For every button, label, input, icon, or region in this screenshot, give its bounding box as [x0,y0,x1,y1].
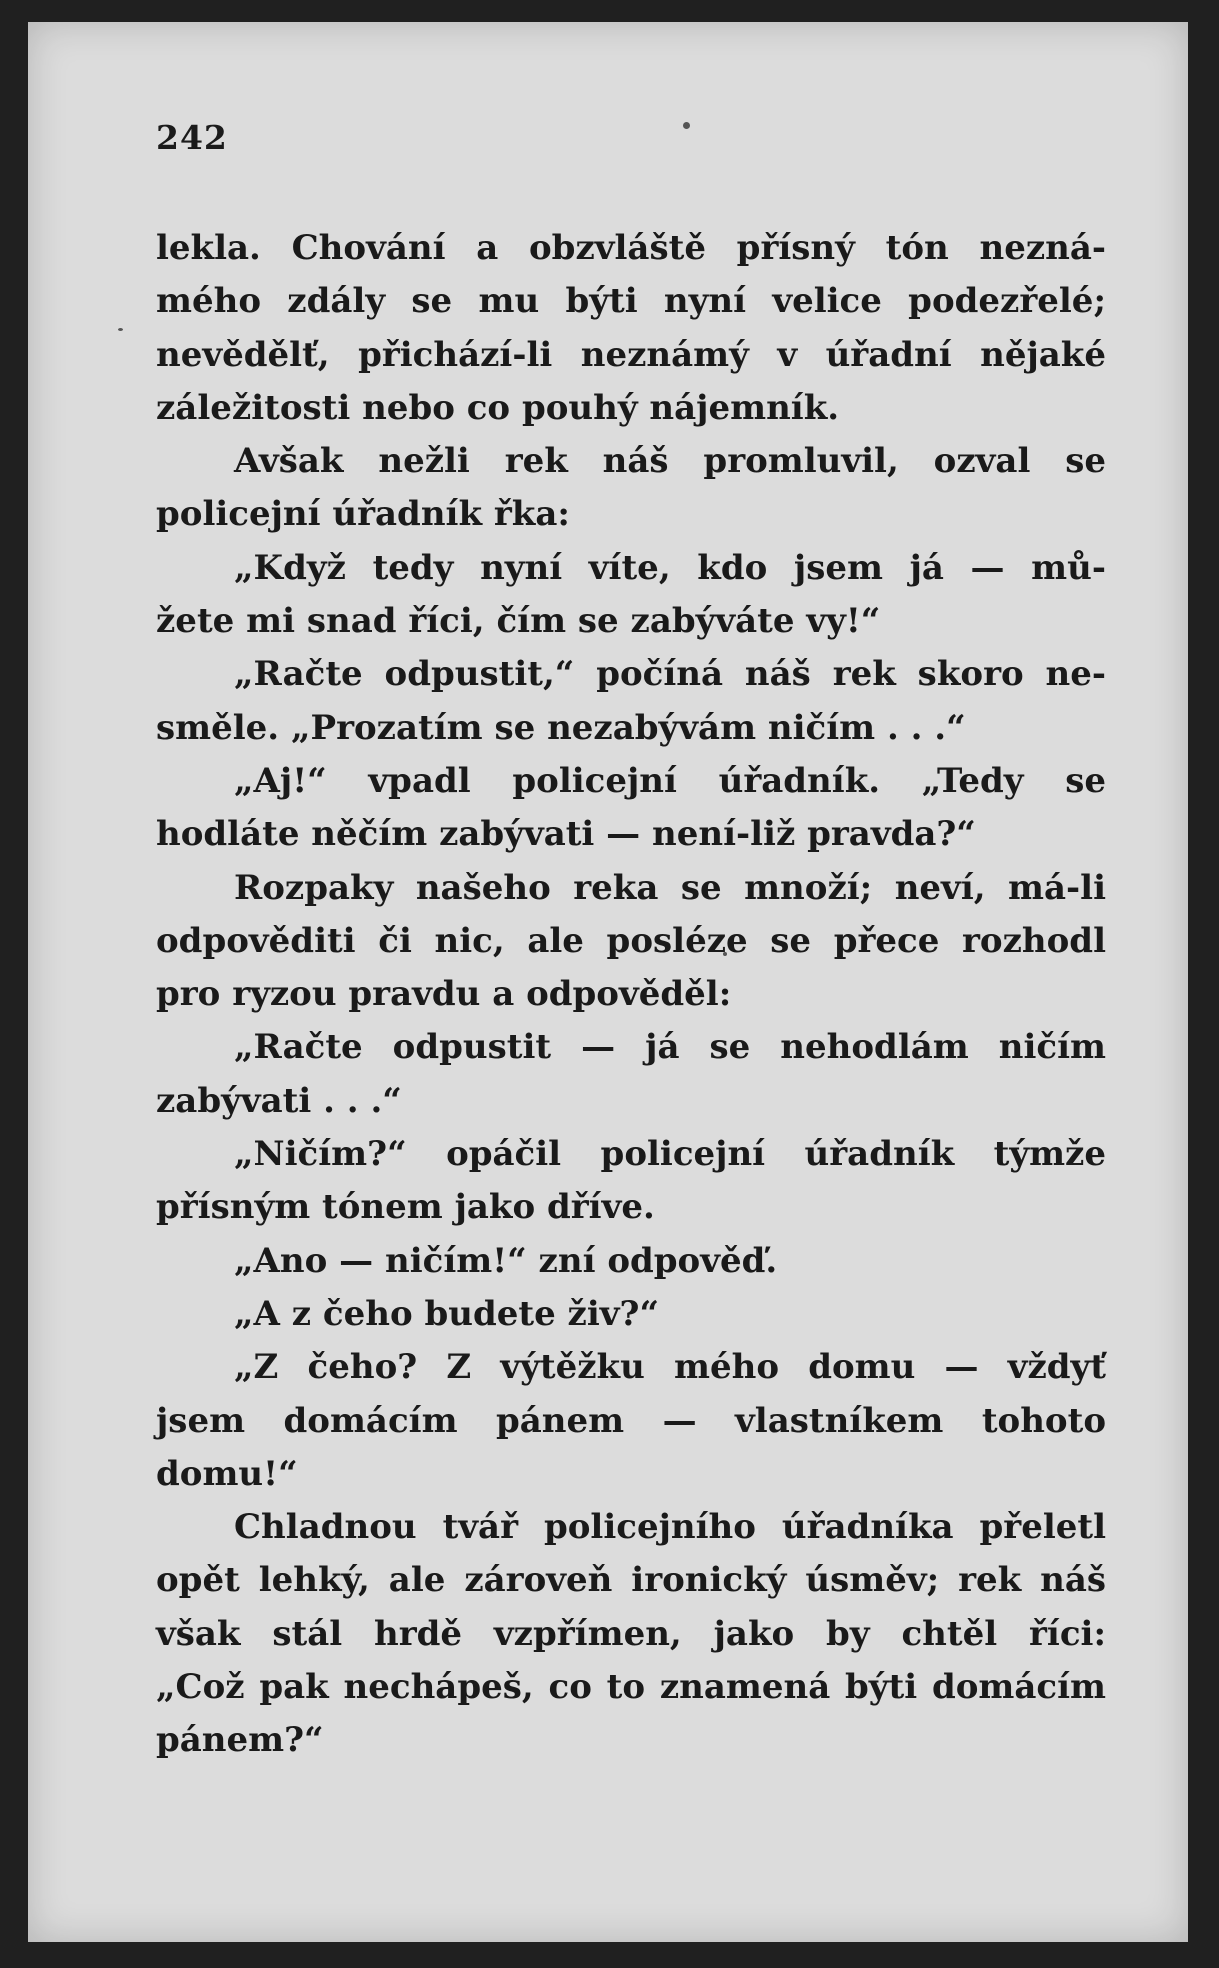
text-line: mého zdály se mu býti nyní velice podezřelé; [156,281,1106,322]
text-line: „Račte odpustit — já se nehodlám ničím [234,1027,1106,1068]
text-line: „Což pak nechápeš, co to znamená býti domácím [156,1667,1106,1708]
text-line: policejní úřadník řka: [156,494,570,535]
page-number: 242 [156,118,228,157]
text-line: žete mi snad říci, čím se zabýváte vy!“ [156,601,881,642]
text-line: jsem domácím pánem — vlastníkem tohoto [156,1400,1106,1441]
text-line: pro ryzou pravdu a odpověděl: [156,974,732,1015]
text-line: Avšak nežli rek náš promluvil, ozval se [234,441,1106,482]
text-line: pánem?“ [156,1720,324,1761]
text-line: však stál hrdě vzpřímen, jako by chtěl říci: [156,1613,1106,1654]
text-line: Rozpaky našeho reka se množí; neví, má-li [234,867,1106,908]
text-line: zabývati . . .“ [156,1080,402,1121]
text-line: „Z čeho? Z výtěžku mého domu — vždyť [234,1347,1106,1388]
text-line: domu!“ [156,1453,298,1494]
text-line: směle. „Prozatím se nezabývám ničím . . .“ [156,707,966,748]
text-line: Chladnou tvář policejního úřadníka přeletl [234,1507,1106,1548]
page-text [156,222,1106,1768]
text-line: odpověditi či nic, ale posléze se přece rozhodl [156,920,1106,961]
text-line: opět lehký, ale zároveň ironický úsměv; rek náš [156,1560,1106,1601]
text-line: záležitosti nebo co pouhý nájemník. [156,387,840,428]
ink-speck [683,122,690,129]
text-line: nevědělť, přichází-li neznámý v úřadní nějaké [156,334,1106,375]
text-line: „Račte odpustit,“ počíná náš rek skoro ne- [234,654,1106,695]
text-line: „Ano — ničím!“ zní odpověď. [234,1240,778,1281]
text-line: lekla. Chování a obzvláště přísný tón nezná- [156,228,1106,268]
ink-speck [118,328,123,331]
text-line: přísným tónem jako dříve. [156,1187,655,1228]
text-line: „Když tedy nyní víte, kdo jsem já — mů- [234,547,1106,588]
text-line: „Ničím?“ opáčil policejní úřadník týmže [234,1134,1106,1175]
text-line: „A z čeho budete živ?“ [234,1293,660,1334]
text-line: „Aj!“ vpadl policejní úřadník. „Tedy se [234,760,1106,801]
text-line: hodláte něčím zabývati — není-liž pravda?“ [156,814,976,855]
